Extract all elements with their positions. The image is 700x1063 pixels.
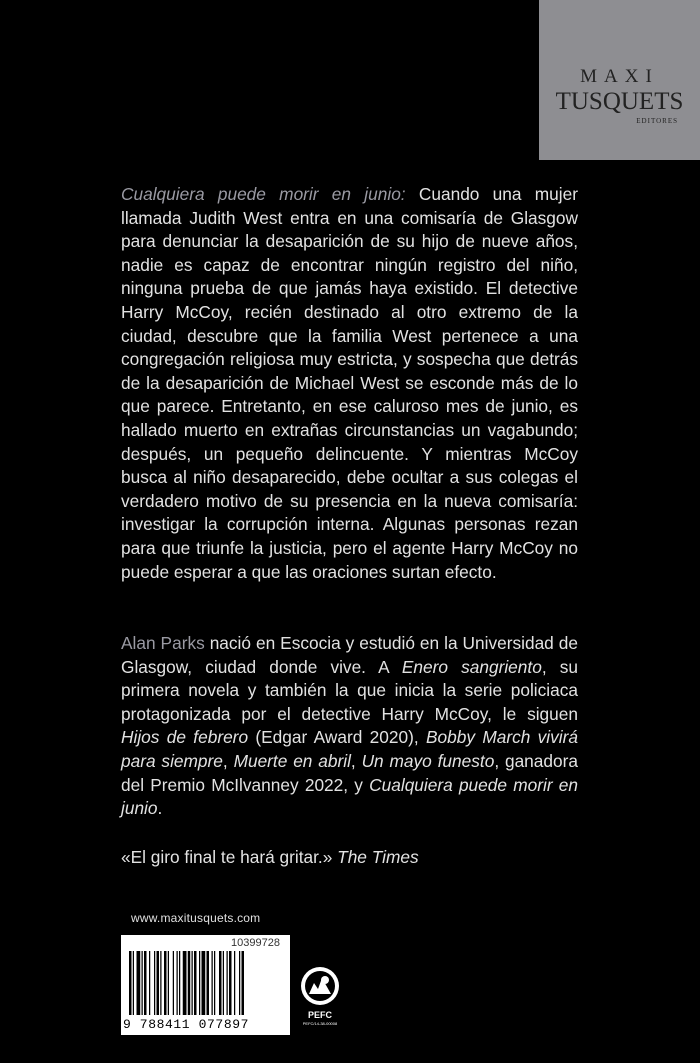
barcode-bar [202, 951, 206, 1015]
barcode-bar [242, 951, 245, 1015]
barcode [121, 935, 290, 1035]
barcode-bar [192, 951, 193, 1015]
book-title-6: Cualquiera puede morir en junio [121, 774, 579, 819]
publisher-logo [539, 0, 700, 160]
bio-text-7: . [157, 798, 163, 819]
barcode-bar [137, 951, 141, 1015]
logo-maxi-text: MAXI [580, 66, 659, 87]
barcode-bar [179, 951, 180, 1015]
website-url[interactable]: www.maxitusquets.com [131, 911, 261, 925]
pefc-tree-icon [300, 966, 340, 1010]
barcode-bar [154, 951, 155, 1015]
barcode-bar [149, 951, 150, 1015]
barcode-bar [223, 951, 224, 1015]
barcode-bar [219, 951, 222, 1015]
barcode-bar [207, 951, 210, 1015]
pefc-logo [300, 966, 340, 1036]
barcode-bar [164, 951, 167, 1015]
bio-text-6: , ganadora del Premio McIlvanney 2022, y [121, 750, 578, 795]
bio-text-4: , [222, 750, 234, 771]
barcode-bar [227, 951, 228, 1015]
barcode-bar [168, 951, 169, 1015]
pefc-label: PEFC [307, 1010, 332, 1020]
synopsis-title: Cualquiera puede morir en junio: [121, 184, 406, 204]
bio-text-3: (Edgar Award 2020), [248, 727, 426, 748]
synopsis-text: Cuando una mujer llamada Judith West entra en una comisaría de Glasgow para denunciar la desaparición de su hijo de nueve años, nadie es capaz de encontrar ningún registro del niño, ninguna prueba de que jamás haya existido. El detective Harry McCoy, recién destinado al otro extremo de la ciudad, descubre que la familia West pertenece a una congregación religiosa muy estricta, y sospecha que detrás de la desaparición de Michael West se esconde más de lo que parece. Entretanto, en ese caluroso mes de junio, es hallado muerto en extrañas circunstancias un vagabundo; después, un pequeño delincuente. Y mientras McCoy busca al niño desaparecido, debe ocultar a sus colegas el verdadero motivo de su presencia en la nueva comisaría: investigar la corrupción interna. Algunas personas rezan para que triunfe la justicia, pero el agente Harry McCoy no puede esperar a que las oraciones surtan efecto. [121, 184, 578, 582]
barcode-code-top: 10399728 [231, 937, 280, 949]
barcode-bar [173, 951, 174, 1015]
barcode-bar [229, 951, 232, 1015]
barcode-bar [239, 951, 240, 1015]
book-title-2: Hijos de febrero [121, 727, 249, 748]
bio-text-1: nació en Escocia y estudió en la Universidad de Glasgow, ciudad donde vive. A [121, 633, 578, 677]
barcode-bar [177, 951, 178, 1015]
barcode-bar [234, 951, 235, 1015]
author-bio-paragraph [121, 632, 578, 821]
barcode-bar [160, 951, 161, 1015]
quote-text: «El giro final te hará gritar.» [121, 847, 338, 867]
press-quote [121, 846, 578, 870]
pefc-code: PEFC/14-38-00008 [302, 1021, 338, 1026]
book-title-3: Bobby March vivirá para siempre [121, 727, 578, 771]
barcode-bar [194, 951, 197, 1015]
barcode-bar [144, 951, 147, 1015]
barcode-bars [129, 951, 283, 1015]
barcode-bar [188, 951, 191, 1015]
synopsis-paragraph [121, 183, 578, 584]
bio-text-5: , [350, 750, 362, 771]
barcode-bar [183, 951, 187, 1015]
book-title-4: Muerte en abril [233, 750, 351, 771]
barcode-bar [142, 951, 143, 1015]
author-name: Alan Parks [121, 633, 205, 653]
logo-editores-text: EDITORES [636, 117, 678, 125]
barcode-bar [157, 951, 160, 1015]
barcode-bar [133, 951, 134, 1015]
barcode-isbn: 9 788411 077897 [123, 1017, 250, 1032]
book-title-1: Enero sangriento [401, 656, 542, 677]
barcode-bar [214, 951, 215, 1015]
barcode-bar [199, 951, 200, 1015]
quote-source: The Times [337, 847, 419, 867]
barcode-bar [129, 951, 132, 1015]
bio-text-2: , su primera novela y también la que inicia la serie policiaca protagonizada por el detective Harry McCoy, le siguen [121, 656, 578, 724]
logo-tusquets-text: TUSQUETS [555, 88, 684, 115]
barcode-bar [212, 951, 213, 1015]
book-title-5: Un mayo funesto [361, 750, 495, 771]
